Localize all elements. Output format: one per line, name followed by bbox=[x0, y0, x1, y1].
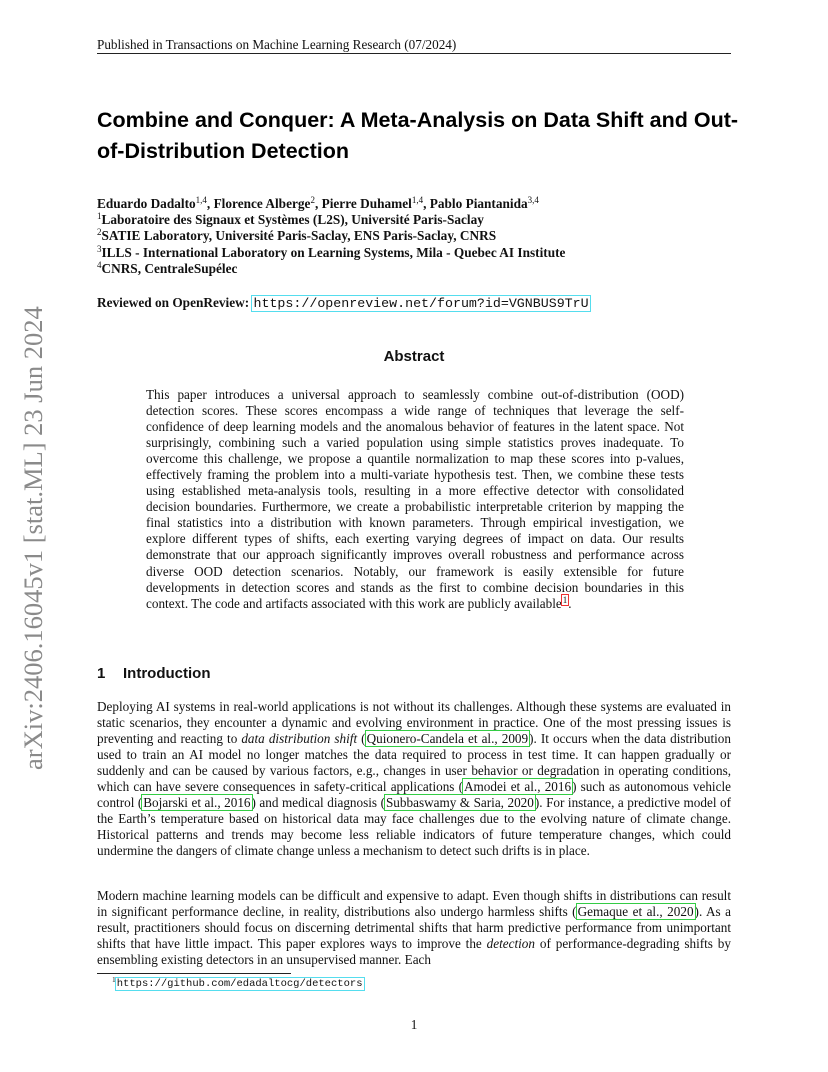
citation-link[interactable]: Quionero-Candela et al., 2009 bbox=[366, 731, 529, 747]
paper-title: Combine and Conquer: A Meta-Analysis on Data Shift and Out-of-Distribution Detection bbox=[97, 108, 739, 163]
author-name: Pablo Piantanida bbox=[429, 196, 528, 211]
footnote bbox=[112, 975, 364, 990]
footnote-mark: 1 bbox=[112, 975, 116, 984]
author-line: Eduardo Dadalto$^{1,4}$, Florence Alberge$^2$, Pierre Duhamel$^{1,4}$, Pablo Piantanida$^{3,4}$ bbox=[97, 195, 539, 211]
intro-paragraph: Deploying AI systems in real-world applications is not without its challenges. Although these systems are evaluated in static scenarios, they encounter a dynamic and evolving environment in practice. One of the most pressing issues is preventing and reacting to data distribution shift (Quionero-Candela et al., 2009). It occurs when the data distribution used to train an AI model no longer matches the data required to process in test time. It can happen gradually or suddenly and can be caused by various factors, e.g., changes in user behavior or degradation in operating conditions, which can have severe consequences in safety-critical applications (Amodei et al., 2016) such as autonomous vehicle control (Bojarski et al., 2016) and medical diagnosis (Subbaswamy & Saria, 2020). For instance, a predictive model of the Earth’s temperature based on historical data may face challenges due to the evolving nature of climate change. Historical patterns and trends may become less reliable indicators of future temperature changes, which could undermine the dangers of climate change unless a mechanism to detect such drifts is in place. bbox=[97, 699, 732, 859]
header-rule bbox=[97, 53, 731, 54]
section-heading bbox=[97, 665, 210, 682]
arxiv-stamp: arXiv:2406.16045v1 [stat.ML] 23 Jun 2024 bbox=[18, 306, 48, 770]
author-name: Pierre Duhamel bbox=[321, 196, 412, 211]
affiliation: $^1$Laboratoire des Signaux et Systèmes (L2S), Université Paris-Saclay bbox=[97, 211, 484, 228]
page-number: 1 bbox=[410, 1017, 418, 1032]
openreview-link[interactable]: https://openreview.net/forum?id=VGNBUS9TrU bbox=[253, 296, 589, 311]
footnote-link[interactable]: 1 bbox=[562, 594, 568, 605]
section-title: Introduction bbox=[123, 665, 211, 682]
abstract-text: This paper introduces a universal approach to seamlessly combine out-of-distribution (OOD) detection scores. These scores encompass a wide range of techniques that leverage the self-confidence of deep learning models and the anomalous behavior of features in the latent space. Not surprisingly, combining such a varied population using simple statistics proves inadequate. To overcome this challenge, we propose a quantile normalization to map these scores into p-values, effectively framing the problem into a multi-variate hypothesis test. Then, we combine these tests using established meta-analysis tools, resulting in a more effective detector with consolidated decision boundaries. Furthermore, we create a probabilistic interpretable criterion by mapping the final statistics into a distribution with known parameters. Through empirical investigation, we explore different types of shifts, each exerting varying degrees of impact on data. Our results demonstrate that our approach significantly improves overall robustness and performance across diverse OOD detection scenarios. Notably, our framework is easily extensible for future developments in detection scores and stands as the first to combine decision boundaries in this context. The code and artifacts associated with this work are publicly available$^1$. bbox=[146, 387, 684, 611]
citation-link[interactable]: Bojarski et al., 2016 bbox=[143, 795, 251, 811]
citation-link[interactable]: Amodei et al., 2016 bbox=[464, 779, 572, 795]
author-affiliation-mark: 1,4 bbox=[195, 195, 207, 205]
citation-link[interactable]: Subbaswamy & Saria, 2020 bbox=[385, 795, 534, 811]
citation-link[interactable]: Gemaque et al., 2020 bbox=[577, 904, 694, 920]
section-number: 1 bbox=[97, 665, 106, 682]
author-name: Florence Alberge bbox=[213, 196, 311, 211]
github-link[interactable]: https://github.com/edadaltocg/detectors bbox=[116, 978, 363, 990]
author-affiliation-mark: 1,4 bbox=[411, 195, 424, 205]
affiliation: $^2$SATIE Laboratory, Université Paris-Saclay, ENS Paris-Saclay, CNRS bbox=[97, 227, 497, 244]
footnote-rule bbox=[97, 973, 291, 974]
abstract-heading: Abstract bbox=[383, 348, 445, 365]
author-name: Eduardo Dadalto bbox=[97, 196, 196, 211]
author-affiliation-mark: 3,4 bbox=[527, 195, 539, 205]
affiliation: $^3$ILLS - International Laboratory on Learning Systems, Mila - Quebec AI Institute bbox=[97, 243, 566, 260]
review-label: Reviewed on OpenReview: bbox=[97, 295, 250, 310]
intro-paragraph: Modern machine learning models can be difficult and expensive to adapt. Even though shifts in distributions can result in significant performance decline, in reality, distributions also undergo harmless shifts (Gemaque et al., 2020). As a result, practitioners should focus on discerning detrimental shifts that harm predictive performance from unimportant shifts that have little impact. This paper explores ways to improve the detection of performance-degrading shifts by ensembling existing detectors in an unsupervised manner. Each bbox=[97, 888, 731, 968]
author-block bbox=[97, 196, 737, 277]
journal-header: Published in Transactions on Machine Learning Research (07/2024) bbox=[97, 37, 457, 52]
review-line bbox=[97, 295, 737, 311]
author-affiliation-mark: 2 bbox=[310, 195, 315, 205]
affiliation: $^4$CNRS, CentraleSupélec bbox=[97, 259, 238, 276]
